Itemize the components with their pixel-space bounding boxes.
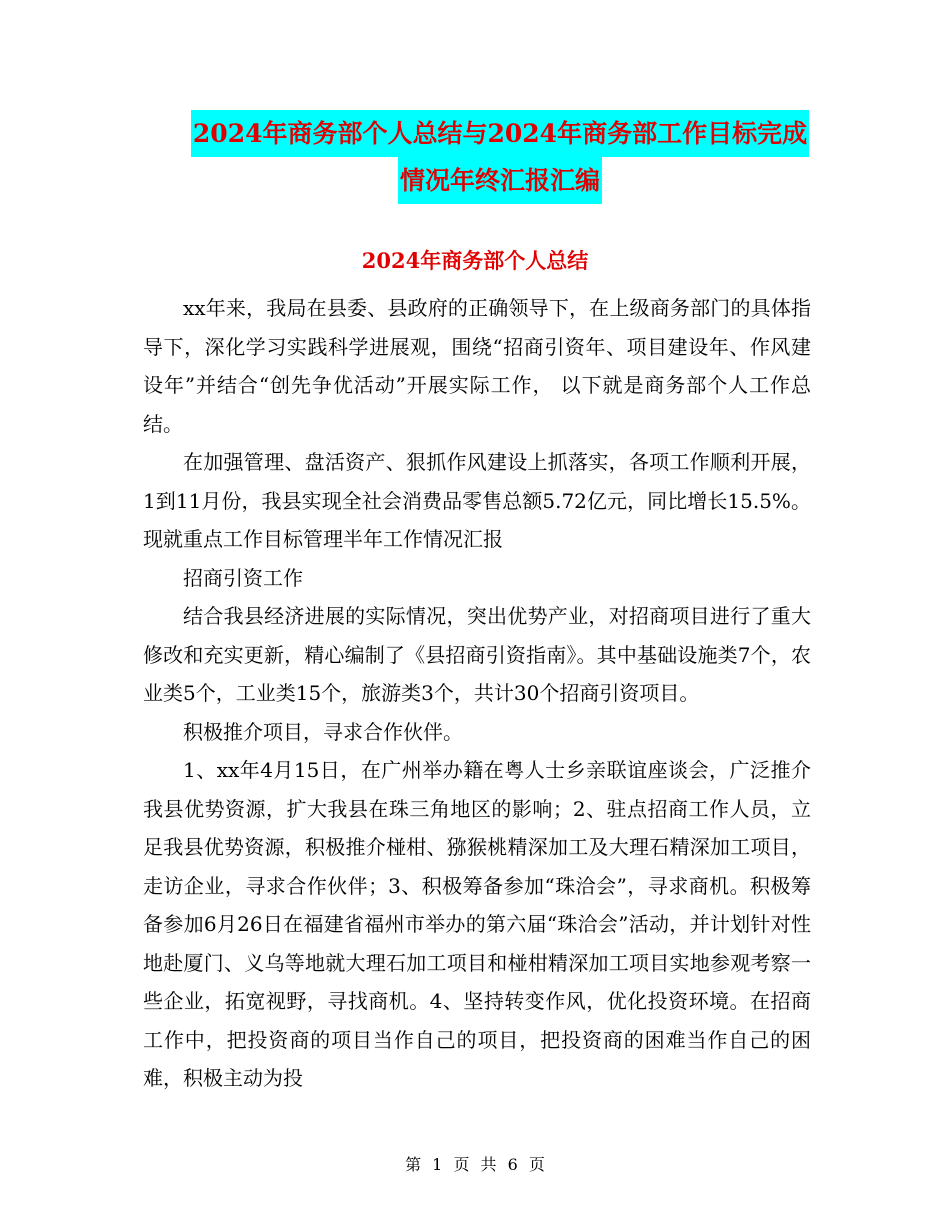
document-title <box>150 110 850 204</box>
section-title: 2024年商务部个人总结 <box>361 248 589 273</box>
subheading: 招商引资工作 <box>183 565 303 590</box>
paragraph: 在加强管理、盘活资产、狠抓作风建设上抓落实，各项工作顺利开展，1到11月份，我县实现全社会消费品零售总额5.72亿元，同比增长15.5%。现就重点工作目标管理半年工作情况汇报 <box>143 450 811 551</box>
document-title-line-1: 2024年商务部个人总结与2024年商务部工作目标完成 <box>191 110 809 157</box>
document-title-line-2: 情况年终汇报汇编 <box>398 157 602 204</box>
document-body <box>143 289 811 1098</box>
paragraph: 1、xx年4月15日，在广州举办籍在粤人士乡亲联谊座谈会，广泛推介我县优势资源，扩大我县在珠三角地区的影响；2、驻点招商工作人员，立足我县优势资源，积极推介椪柑、猕猴桃精深加工及大理石精深加工项目，走访企业，寻求合作伙伴；3、积极筹备参加“珠洽会”，寻求商机。积极筹备参加6月26日在福建省福州市举办的第六届“珠洽会”活动，并计划针对性地赴厦门、义乌等地就大理石加工项目和椪柑精深加工项目实地参观考察一些企业，拓宽视野，寻找商机。4、坚持转变作风，优化投资环境。在招商工作中，把投资商的项目当作自己的项目，把投资商的困难当作自己的困难，积极主动为投 <box>143 758 811 1090</box>
paragraph: 结合我县经济进展的实际情况，突出优势产业，对招商项目进行了重大修改和充实更新，精心编制了《县招商引资指南》。其中基础设施类7个，农业类5个，工业类15个，旅游类3个，共计30个招商引资项目。 <box>143 604 811 705</box>
subheading: 积极推介项目，寻求合作伙伴。 <box>183 719 463 744</box>
page-footer: 第 1 页 共 6 页 <box>405 1155 545 1174</box>
paragraph: xx年来，我局在县委、县政府的正确领导下，在上级商务部门的具体指导下，深化学习实践科学进展观，围绕“招商引资年、项目建设年、作风建设年”并结合“创先争优活动”开展实际工作， 以下就是商务部个人工作总结。 <box>143 296 811 436</box>
